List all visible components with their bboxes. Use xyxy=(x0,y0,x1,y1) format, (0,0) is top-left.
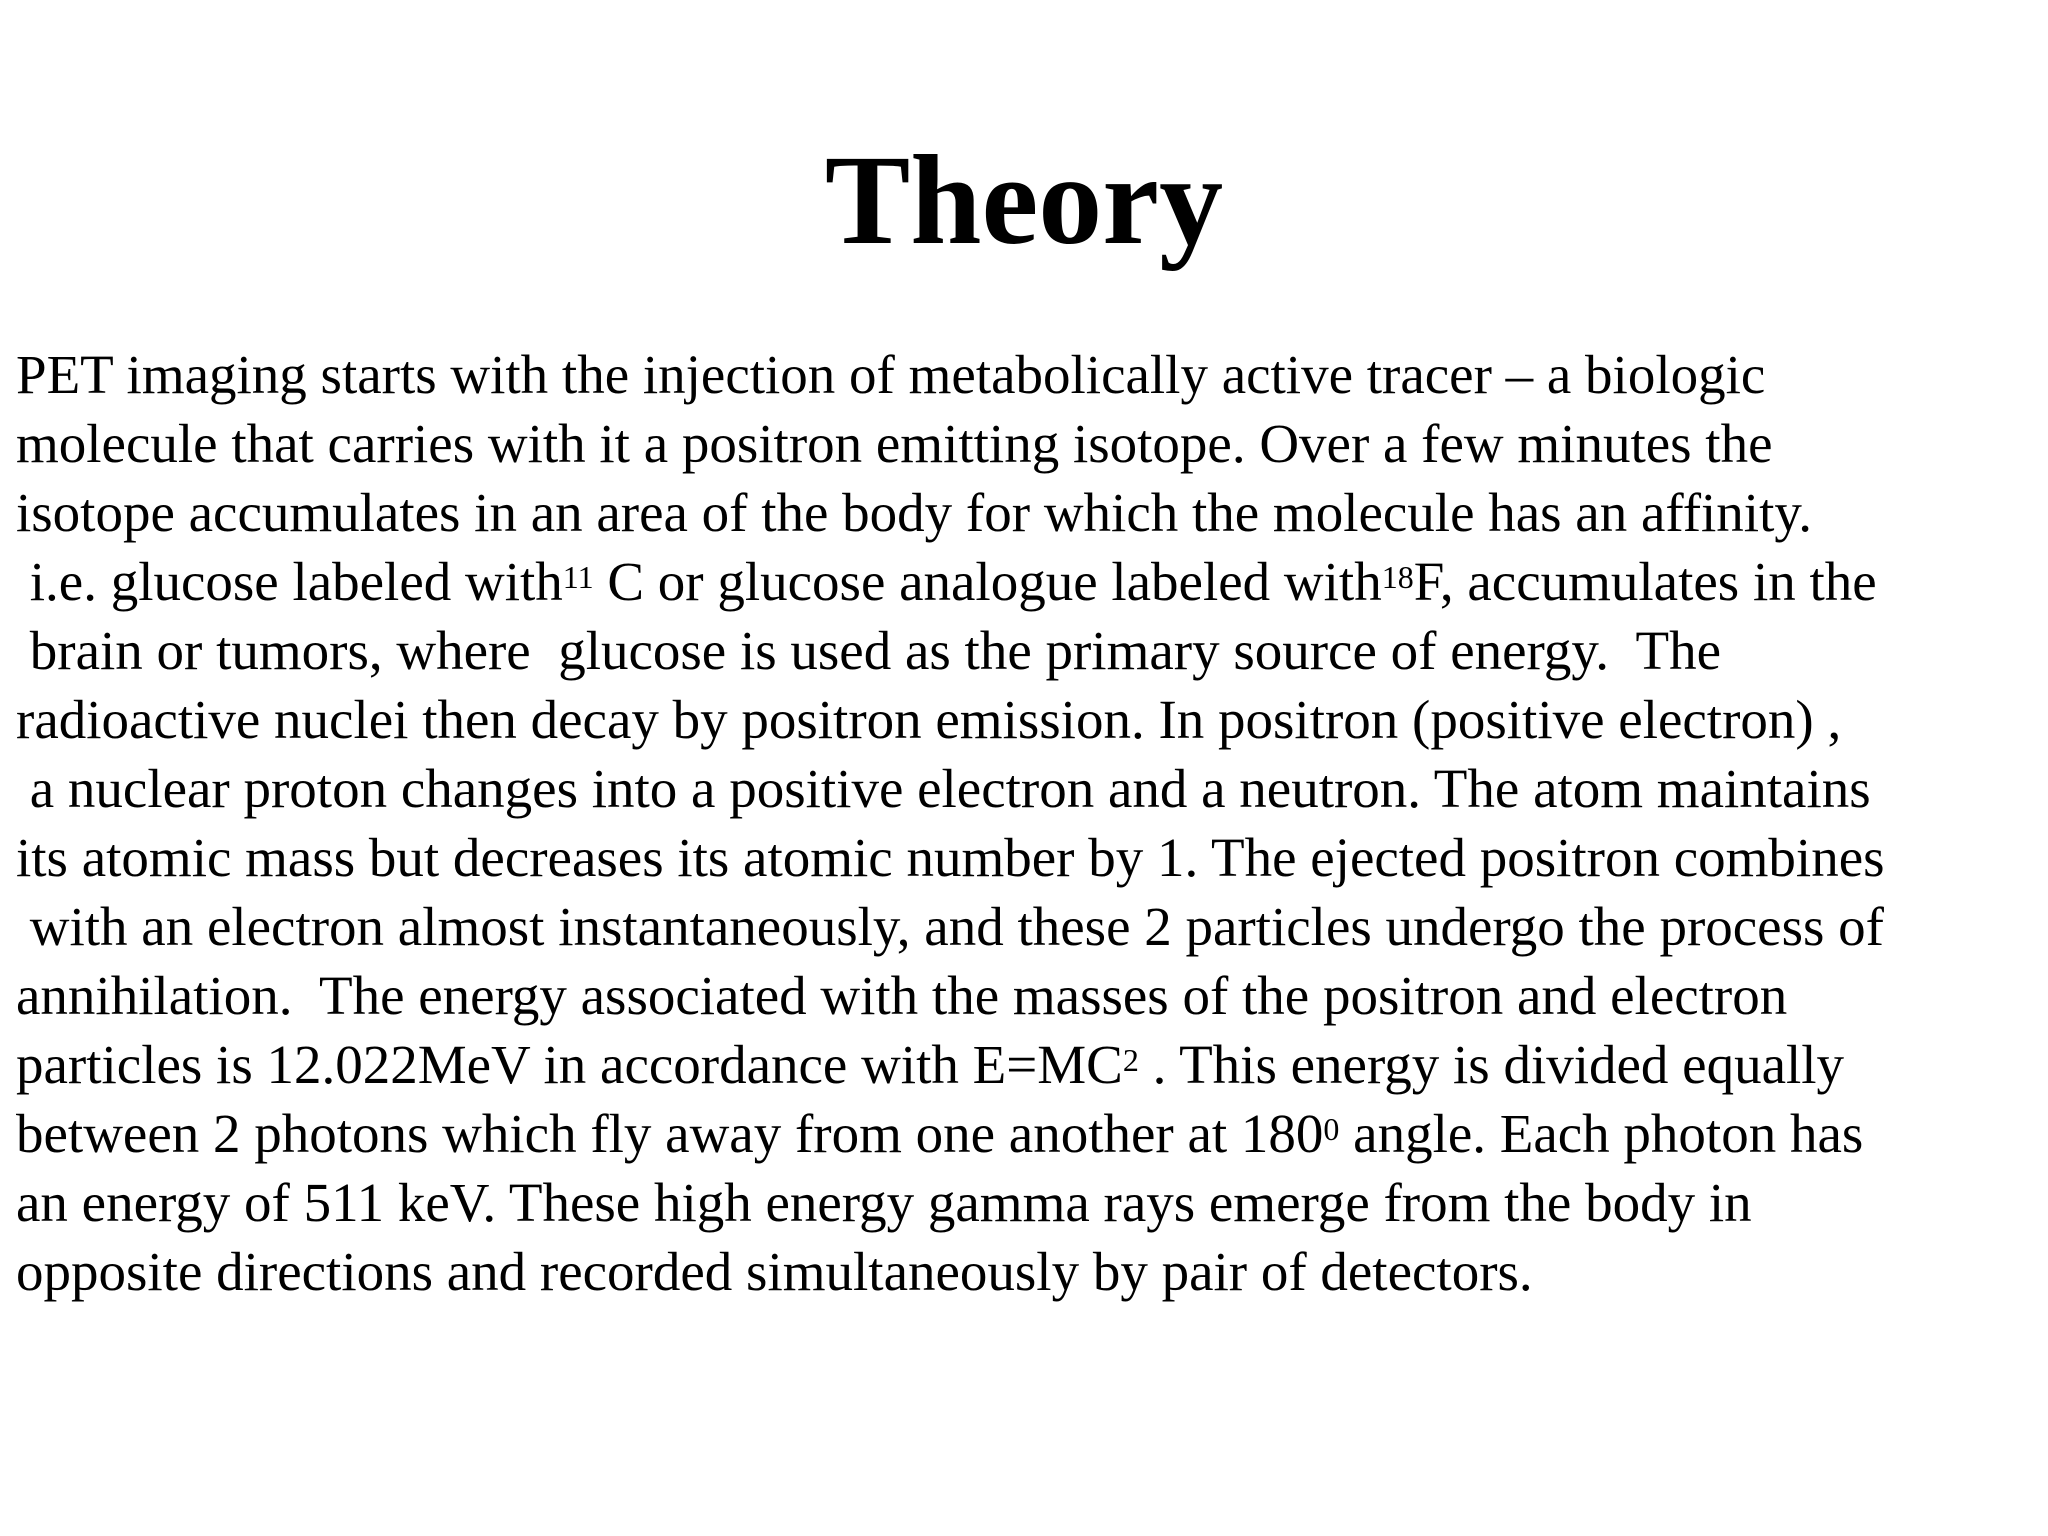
text-run: molecule that carries with it a positron emitting isotope. Over a few minutes the xyxy=(16,413,1773,474)
text-run: C or glucose analogue labeled with xyxy=(593,551,1382,612)
text-run: . This energy is divided equally xyxy=(1138,1034,1845,1095)
body-line xyxy=(16,340,2036,409)
superscript: 11 xyxy=(562,559,594,595)
body-line xyxy=(16,754,2036,823)
body-text xyxy=(16,340,2036,1306)
superscript: 18 xyxy=(1381,559,1414,595)
text-run: its atomic mass but decreases its atomic number by 1. The ejected positron combines xyxy=(16,827,1885,888)
body-line xyxy=(16,1099,2036,1168)
text-run: with an electron almost instantaneously, and these 2 particles undergo the process of xyxy=(16,896,1884,957)
body-line xyxy=(16,823,2036,892)
text-run: brain or tumors, where glucose is used as the primary source of energy. The xyxy=(16,620,1722,681)
text-run: opposite directions and recorded simultaneously by pair of detectors. xyxy=(16,1241,1533,1302)
body-line xyxy=(16,1237,2036,1306)
text-run: annihilation. The energy associated with the masses of the positron and electron xyxy=(16,965,1788,1026)
text-run: isotope accumulates in an area of the body for which the molecule has an affinity. xyxy=(16,482,1813,543)
text-run: PET imaging starts with the injection of metabolically active tracer – a biologic xyxy=(16,344,1766,405)
body-line xyxy=(16,685,2036,754)
slide-title: Theory xyxy=(824,129,1224,271)
text-run: angle. Each photon has xyxy=(1339,1103,1864,1164)
body-line xyxy=(16,961,2036,1030)
body-line xyxy=(16,547,2036,616)
text-run: radioactive nuclei then decay by positron emission. In positron (positive electron) , xyxy=(16,689,1842,750)
text-run: F, accumulates in the xyxy=(1413,551,1877,612)
body-line xyxy=(16,1168,2036,1237)
text-run: an energy of 511 keV. These high energy gamma rays emerge from the body in xyxy=(16,1172,1752,1233)
text-run: particles is 12.022MeV in accordance with E=MC xyxy=(16,1034,1123,1095)
text-run: a nuclear proton changes into a positive electron and a neutron. The atom maintains xyxy=(16,758,1871,819)
body-line xyxy=(16,892,2036,961)
body-line xyxy=(16,616,2036,685)
text-run: between 2 photons which fly away from one another at 180 xyxy=(16,1103,1324,1164)
text-run: i.e. glucose labeled with xyxy=(16,551,563,612)
superscript: 2 xyxy=(1122,1042,1139,1078)
body-line xyxy=(16,1030,2036,1099)
superscript: 0 xyxy=(1323,1111,1340,1147)
body-line xyxy=(16,478,2036,547)
body-line xyxy=(16,409,2036,478)
